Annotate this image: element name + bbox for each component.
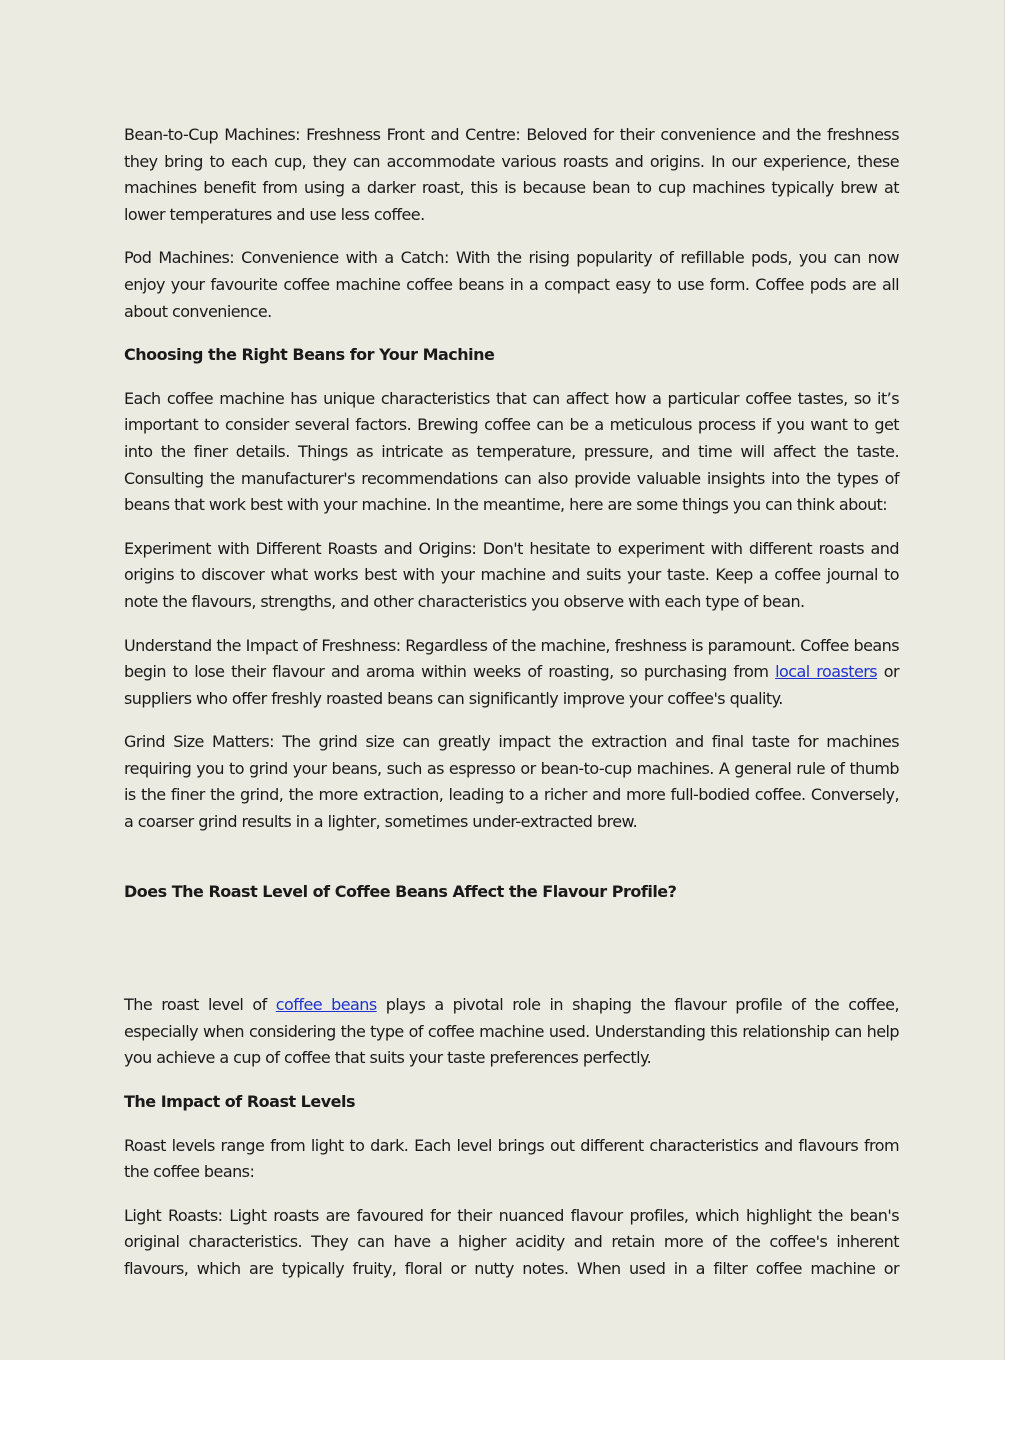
paragraph-roast-range: Roast levels range from light to dark. Each level brings out different characteristics and flavours from the coffee beans: xyxy=(124,1135,899,1182)
paragraph-bean-to-cup: Bean-to-Cup Machines: Freshness Front and Centre: Beloved for their convenience and the freshness they bring to each cup, they can accommodate various roasts and origins. In our experience, these machines benefit from using a darker roast, this is because bean to cup machines typically brew at lower temperatures and use less coffee. xyxy=(124,125,899,224)
freshness-text-before: Understand the Impact of Freshness: Regardless of the machine, freshness is paramount. Coffee beans begin to lose their flavour and aroma within weeks of roasting, so purchasing from xyxy=(124,635,899,682)
spacer xyxy=(124,853,899,879)
coffee-beans-link[interactable]: coffee beans xyxy=(275,995,377,1015)
paragraph-grind-size: Grind Size Matters: The grind size can greatly impact the extraction and final taste for machines requiring you to grind your beans, such as espresso or bean-to-cup machines. A general rule of thumb is the finer the grind, the more extraction, leading to a richer and more full-bodied coffee. Conversely, a coarser grind results in a lighter, sometimes under-extracted brew. xyxy=(124,732,899,832)
roast-text-before: The roast level of xyxy=(124,995,276,1015)
roast-text-after: plays a pivotal role in shaping the flavour profile of the coffee, especially when considering the type of coffee machine used. Understanding this relationship can help you achieve a cup of coffee that suits your taste preferences perfectly. xyxy=(124,995,899,1068)
heading-roast-level-question: Does The Roast Level of Coffee Beans Affect the Flavour Profile? xyxy=(124,881,677,901)
document-body xyxy=(124,122,899,1300)
paragraph-light-roasts: Light Roasts: Light roasts are favoured for their nuanced flavour profiles, which highlight the bean's original characteristics. They can have a higher acidity and retain more of the coffee's inherent flavours, which are typically fruity, floral or nutty notes. When used in a filter coffee machine or xyxy=(124,1205,899,1278)
heading-choosing-beans: Choosing the Right Beans for Your Machine xyxy=(124,345,495,365)
heading-impact-roast-levels: The Impact of Roast Levels xyxy=(124,1092,356,1112)
spacer xyxy=(124,922,899,992)
local-roasters-link[interactable]: local roasters xyxy=(775,662,878,682)
paragraph-experiment-roasts: Experiment with Different Roasts and Origins: Don't hesitate to experiment with different roasts and origins to discover what works best with your machine and suits your taste. Keep a coffee journal to note the flavours, strengths, and other characteristics you observe with each type of bean. xyxy=(124,538,899,611)
freshness-text-after: or suppliers who offer freshly roasted beans can significantly improve your coffee's quality. xyxy=(124,662,899,708)
paragraph-roast-level xyxy=(124,992,899,1072)
paragraph-freshness xyxy=(124,633,899,713)
paragraph-pod-machines: Pod Machines: Convenience with a Catch: With the rising popularity of refillable pods, you can now enjoy your favourite coffee machine coffee beans in a compact easy to use form. Coffee pods are all about convenience. xyxy=(124,248,899,321)
paragraph-machine-characteristics: Each coffee machine has unique characteristics that can affect how a particular coffee tastes, so it’s important to consider several factors. Brewing coffee can be a meticulous process if you want to get into the finer details. Things as intricate as temperature, pressure, and time will affect the taste. Consulting the manufacturer's recommendations can also provide valuable insights into the types of beans that work best with your machine. In the meantime, here are some things you can think about: xyxy=(124,388,899,515)
